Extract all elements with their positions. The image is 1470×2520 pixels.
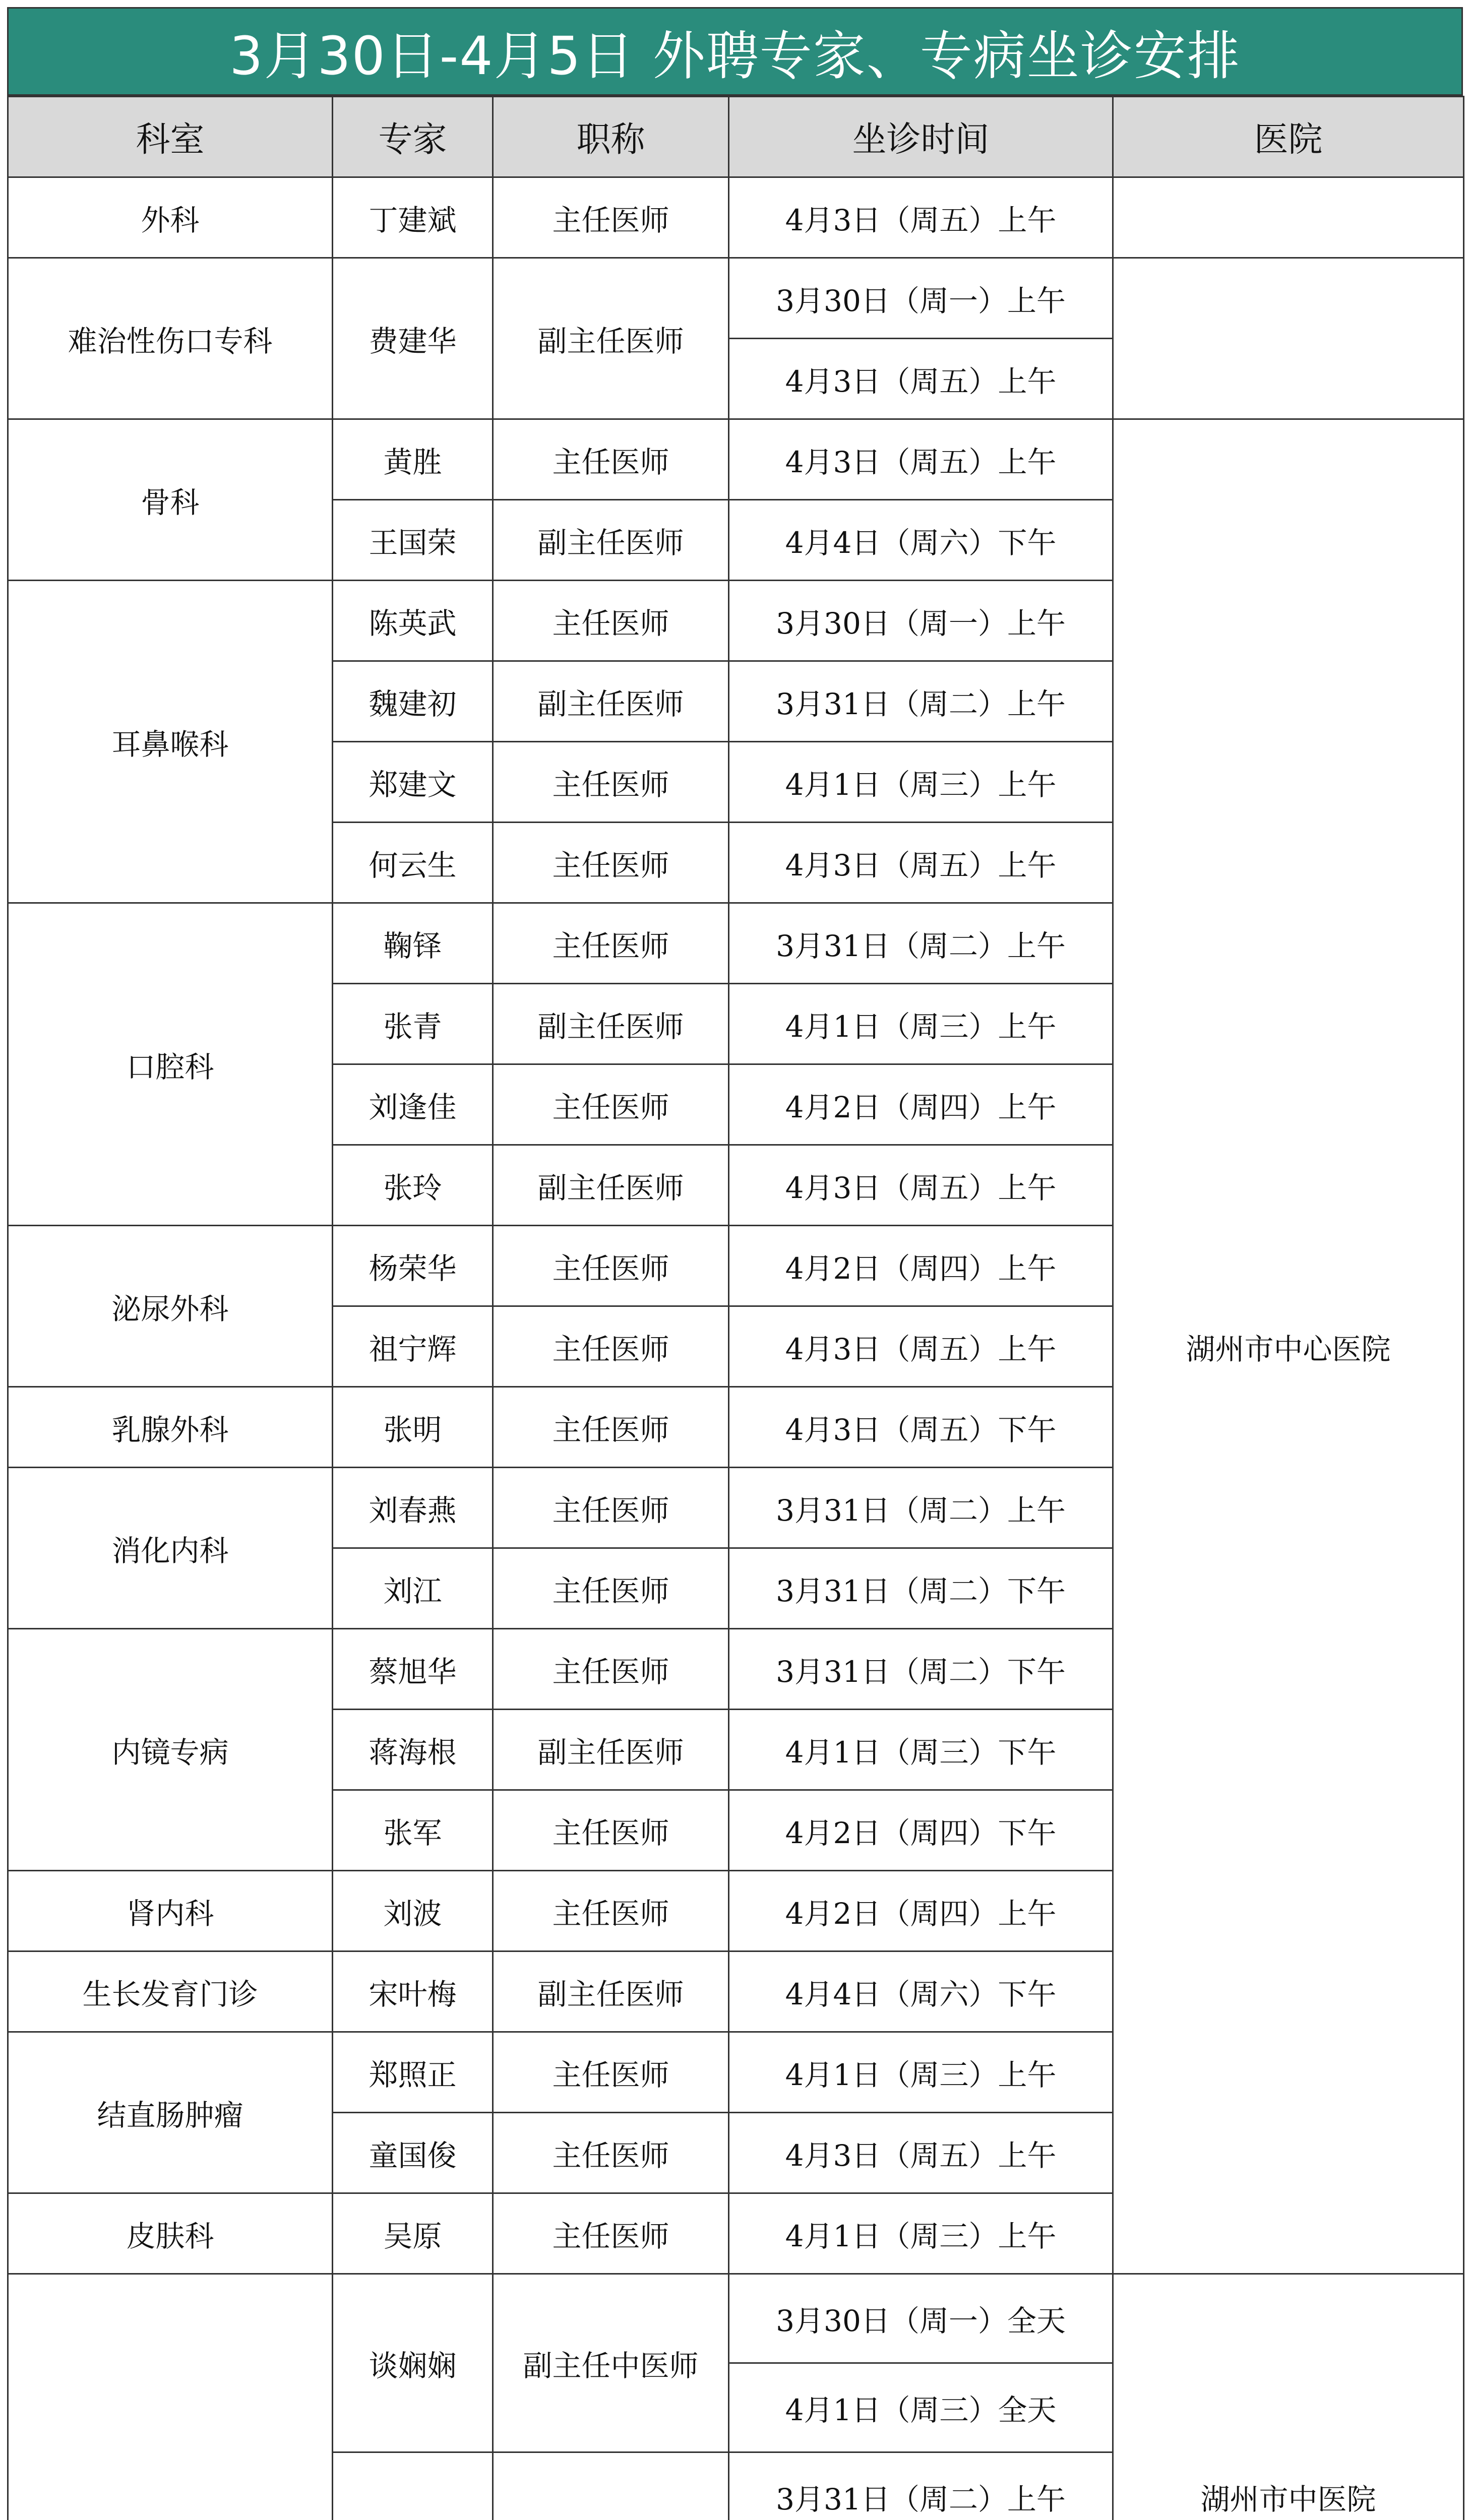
expert-cell: 郑照正 xyxy=(333,2032,493,2113)
title-cell: 主任医师 xyxy=(493,742,729,823)
title-cell: 主任医师 xyxy=(493,419,729,500)
time-cell: 3月31日（周二）下午 xyxy=(729,1629,1113,1710)
expert-cell: 鞠铎 xyxy=(333,903,493,984)
time-cell: 3月31日（周二）上午 xyxy=(729,1468,1113,1548)
department-cell: 口腔科 xyxy=(8,903,333,1226)
expert-cell: 刘春燕 xyxy=(333,1468,493,1548)
hospital-cell: 湖州市中医院 xyxy=(1113,2274,1464,2520)
hospital-cell xyxy=(1113,258,1464,419)
expert-cell: 刘波 xyxy=(333,1871,493,1951)
time-cell: 4月3日（周五）上午 xyxy=(729,1306,1113,1387)
time-cell: 4月2日（周四）下午 xyxy=(729,1790,1113,1871)
time-cell: 4月4日（周六）下午 xyxy=(729,1951,1113,2032)
header-time: 坐诊时间 xyxy=(729,97,1113,177)
expert-cell: 童国俊 xyxy=(333,2113,493,2193)
expert-cell: 陈英武 xyxy=(333,581,493,661)
title-cell: 主任医师 xyxy=(493,1226,729,1306)
department-cell: 生长发育门诊 xyxy=(8,1951,333,2032)
time-cell: 3月31日（周二）下午 xyxy=(729,1548,1113,1629)
hospital-cell: 湖州市中心医院 xyxy=(1113,419,1464,2274)
expert-cell: 杨荣华 xyxy=(333,1226,493,1306)
title-cell: 主任医师 xyxy=(493,581,729,661)
time-cell: 4月2日（周四）上午 xyxy=(729,1226,1113,1306)
expert-cell: 郑建文 xyxy=(333,742,493,823)
title-cell: 副主任医师 xyxy=(493,1145,729,1226)
time-cell: 4月3日（周五）上午 xyxy=(729,1145,1113,1226)
table-row xyxy=(8,419,1464,500)
table-row xyxy=(8,177,1464,258)
time-cell: 4月4日（周六）下午 xyxy=(729,500,1113,581)
title-cell: 主任医师 xyxy=(493,177,729,258)
header-hospital: 医院 xyxy=(1113,97,1464,177)
expert-cell: 魏建初 xyxy=(333,661,493,742)
department-cell: 肾内科 xyxy=(8,1871,333,1951)
title-cell: 主任医师 xyxy=(493,1548,729,1629)
department-cell: 乳腺外科 xyxy=(8,1387,333,1468)
title-cell: 主任医师 xyxy=(493,1871,729,1951)
time-cell: 4月3日（周五）上午 xyxy=(729,339,1113,419)
title-cell: 主任医师 xyxy=(493,1064,729,1145)
time-cell: 4月1日（周三）全天 xyxy=(729,2363,1113,2452)
expert-cell: 张军 xyxy=(333,1790,493,1871)
title-banner xyxy=(7,7,1463,96)
title-cell: 主任医师 xyxy=(493,2193,729,2274)
title-cell: 副主任医师 xyxy=(493,661,729,742)
title-cell: 副主任医师 xyxy=(493,984,729,1064)
title-cell: 副主任医师 xyxy=(493,500,729,581)
department-cell: 皮肤科 xyxy=(8,2193,333,2274)
title-cell: 主任医师 xyxy=(493,2113,729,2193)
time-cell: 4月1日（周三）上午 xyxy=(729,742,1113,823)
schedule-table-container xyxy=(7,96,1463,2520)
department-cell: 骨科 xyxy=(8,419,333,581)
table-header-row xyxy=(8,97,1464,177)
time-cell: 4月1日（周三）上午 xyxy=(729,2032,1113,2113)
title-cell: 主任医师 xyxy=(493,903,729,984)
header-expert: 专家 xyxy=(333,97,493,177)
time-cell: 3月30日（周一）上午 xyxy=(729,581,1113,661)
department-cell: 内镜专病 xyxy=(8,1629,333,1871)
title-cell: 主任医师 xyxy=(493,2032,729,2113)
header-title: 职称 xyxy=(493,97,729,177)
title-cell: 副主任医师 xyxy=(493,1710,729,1790)
schedule-table xyxy=(7,96,1464,2520)
page-title: 3月30日-4月5日 外聘专家、专病坐诊安排 xyxy=(229,25,1241,87)
expert-cell: 蔡旭华 xyxy=(333,1629,493,1710)
department-cell: 结直肠肿瘤 xyxy=(8,2032,333,2193)
expert-cell: 张玲 xyxy=(333,1145,493,1226)
title-cell: 副主任医师 xyxy=(493,258,729,419)
title-cell xyxy=(493,2452,729,2520)
title-cell: 主任医师 xyxy=(493,1790,729,1871)
time-cell: 4月3日（周五）下午 xyxy=(729,1387,1113,1468)
expert-cell: 祖宁辉 xyxy=(333,1306,493,1387)
expert-cell: 蒋海根 xyxy=(333,1710,493,1790)
title-cell: 副主任医师 xyxy=(493,1951,729,2032)
time-cell: 3月30日（周一）上午 xyxy=(729,258,1113,339)
title-cell: 主任医师 xyxy=(493,823,729,903)
department-cell: 耳鼻喉科 xyxy=(8,581,333,903)
expert-cell: 刘江 xyxy=(333,1548,493,1629)
expert-cell: 何云生 xyxy=(333,823,493,903)
title-cell: 主任医师 xyxy=(493,1306,729,1387)
expert-cell: 费建华 xyxy=(333,258,493,419)
header-department: 科室 xyxy=(8,97,333,177)
department-cell: 外科 xyxy=(8,177,333,258)
table-row xyxy=(8,258,1464,339)
expert-cell: 吴原 xyxy=(333,2193,493,2274)
expert-cell: 张青 xyxy=(333,984,493,1064)
table-row xyxy=(8,2274,1464,2363)
title-cell: 主任医师 xyxy=(493,1629,729,1710)
expert-cell: 王国荣 xyxy=(333,500,493,581)
time-cell: 4月3日（周五）上午 xyxy=(729,419,1113,500)
department-cell: 消化内科 xyxy=(8,1468,333,1629)
time-cell: 4月3日（周五）上午 xyxy=(729,823,1113,903)
time-cell: 4月1日（周三）下午 xyxy=(729,1710,1113,1790)
time-cell: 4月3日（周五）上午 xyxy=(729,2113,1113,2193)
title-cell: 副主任中医师 xyxy=(493,2274,729,2452)
expert-cell: 宋叶梅 xyxy=(333,1951,493,2032)
time-cell: 4月2日（周四）上午 xyxy=(729,1064,1113,1145)
expert-cell: 张明 xyxy=(333,1387,493,1468)
expert-cell: 黄胜 xyxy=(333,419,493,500)
time-cell: 4月1日（周三）上午 xyxy=(729,2193,1113,2274)
expert-cell: 丁建斌 xyxy=(333,177,493,258)
time-cell: 4月1日（周三）上午 xyxy=(729,984,1113,1064)
hospital-cell xyxy=(1113,177,1464,258)
time-cell: 3月31日（周二）上午 xyxy=(729,2452,1113,2520)
expert-cell: 刘逢佳 xyxy=(333,1064,493,1145)
time-cell: 4月2日（周四）上午 xyxy=(729,1871,1113,1951)
title-cell: 主任医师 xyxy=(493,1468,729,1548)
title-cell: 主任医师 xyxy=(493,1387,729,1468)
time-cell: 4月3日（周五）上午 xyxy=(729,177,1113,258)
expert-cell xyxy=(333,2452,493,2520)
time-cell: 3月31日（周二）上午 xyxy=(729,661,1113,742)
time-cell: 3月30日（周一）全天 xyxy=(729,2274,1113,2363)
department-cell xyxy=(8,2274,333,2520)
department-cell: 泌尿外科 xyxy=(8,1226,333,1387)
expert-cell: 谈娴娴 xyxy=(333,2274,493,2452)
time-cell: 3月31日（周二）上午 xyxy=(729,903,1113,984)
department-cell: 难治性伤口专科 xyxy=(8,258,333,419)
